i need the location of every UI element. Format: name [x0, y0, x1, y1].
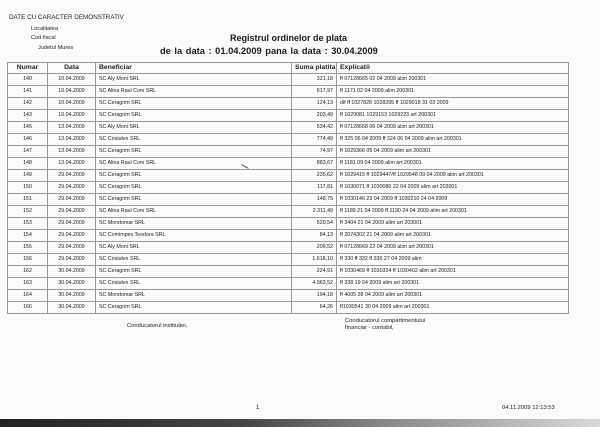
- localitatea-label: Localitatea: [31, 26, 59, 32]
- demo-notice: DATE CU CARACTER DEMONSTRATIV: [9, 14, 124, 21]
- cell-data: 30.04.2009: [48, 302, 96, 314]
- cell-data: 10.04.2009: [48, 74, 96, 86]
- table-row: [8, 110, 569, 122]
- cell-beneficiar: SC Ceragrim SRL: [96, 98, 292, 110]
- table-row: [8, 170, 569, 182]
- cell-suma: 124,13: [292, 98, 337, 110]
- cell-data: 29.04.2009: [48, 242, 96, 254]
- cell-data: 29.04.2009: [48, 194, 96, 206]
- cell-explicatii: ff1030541 30 04 2009 alim art 200301: [337, 302, 569, 314]
- cell-explicatii: ff 1029081 1029153 1029223 art 200301: [337, 110, 569, 122]
- cell-explicatii: ff 07128668 06 04 2009 alim art 200301: [337, 122, 569, 134]
- cell-suma: 321,18: [292, 74, 337, 86]
- cell-data: 29.04.2009: [48, 170, 96, 182]
- cell-data: 29.04.2009: [48, 230, 96, 242]
- cell-explicatii: ff 07128665 02 04 2009 alim 200301: [337, 74, 569, 86]
- cell-data: 10.04.2009: [48, 86, 96, 98]
- cell-data: 30.04.2009: [48, 278, 96, 290]
- cell-data: 10.04.2009: [48, 110, 96, 122]
- cell-numar: 149: [8, 170, 48, 182]
- cell-suma: 4.963,52: [292, 278, 337, 290]
- cell-numar: 163: [8, 278, 48, 290]
- cell-explicatii: ff 325 06 04 2009 ff 324 06 04 2009 alim art 200301: [337, 134, 569, 146]
- cell-suma: 194,18: [292, 290, 337, 302]
- cell-explicatii: ff 1030469 ff 1030324 ff 1030402 alim art 200301: [337, 266, 569, 278]
- cell-beneficiar: SC Alina Raul Com SRL: [96, 206, 292, 218]
- cell-beneficiar: SC Ceragrim SRL: [96, 302, 292, 314]
- scan-edge-shadow: [0, 419, 600, 427]
- cell-suma: 774,49: [292, 134, 337, 146]
- cell-suma: 148,75: [292, 194, 337, 206]
- cell-beneficiar: SC Ceragrim SRL: [96, 170, 292, 182]
- cell-numar: 145: [8, 122, 48, 134]
- cell-suma: 84,13: [292, 230, 337, 242]
- cell-beneficiar: SC Mondomar SRL: [96, 290, 292, 302]
- cell-numar: 162: [8, 266, 48, 278]
- cell-suma: 64,26: [292, 302, 337, 314]
- table-row: [8, 134, 569, 146]
- cell-data: 30.04.2009: [48, 290, 96, 302]
- table-row: [8, 98, 569, 110]
- date-range: de la data : 01.04.2009 pana la data : 30.04.2009: [160, 46, 378, 56]
- cell-beneficiar: SC Cristalex SRL: [96, 134, 292, 146]
- column-header-data: Data: [48, 63, 96, 74]
- cell-suma: 520,54: [292, 218, 337, 230]
- cell-numar: 146: [8, 134, 48, 146]
- cell-explicatii: dif ff 1027828 1028395 ff 1029018 31 03 2009: [337, 98, 569, 110]
- cell-explicatii: ff 338 19 04 2009 alim art 200301: [337, 278, 569, 290]
- cell-explicatii: ff 1030146 23 04 2009 ff 1030210 24 04 2009: [337, 194, 569, 206]
- cell-data: 13.04.2009: [48, 134, 96, 146]
- cell-beneficiar: SC Cristalex SRL: [96, 278, 292, 290]
- cell-beneficiar: SC Comimpex Teodora SRL: [96, 230, 292, 242]
- table-row: [8, 158, 569, 170]
- judetul-label: Judetul Mures: [38, 45, 74, 51]
- cell-beneficiar: SC Aly Moni SRL: [96, 122, 292, 134]
- cell-beneficiar: SC Ceragrim SRL: [96, 146, 292, 158]
- cell-beneficiar: SC Ceragrim SRL: [96, 110, 292, 122]
- cell-data: 30.04.2009: [48, 266, 96, 278]
- cell-numar: 166: [8, 302, 48, 314]
- table-row: [8, 74, 569, 86]
- cell-numar: 141: [8, 86, 48, 98]
- cell-suma: 235,62: [292, 170, 337, 182]
- column-header-explicatii: Explicatii: [337, 63, 569, 74]
- cell-explicatii: ff 07128669 22 04 2009 alim art 200301: [337, 242, 569, 254]
- cell-beneficiar: SC Alina Raul Com SRL: [96, 86, 292, 98]
- cell-explicatii: ff 1171 02 04 2009 alim 200301: [337, 86, 569, 98]
- cell-suma: 534,42: [292, 122, 337, 134]
- cell-beneficiar: SC Aly Moni SRL: [96, 74, 292, 86]
- cell-numar: 140: [8, 74, 48, 86]
- cell-suma: 117,81: [292, 182, 337, 194]
- cell-explicatii: ff 1030071 ff 1030080 22 04 2009 alim art 203001: [337, 182, 569, 194]
- cell-explicatii: ff 4005 28 04 2009 alim art 200301: [337, 290, 569, 302]
- cell-data: 13.04.2009: [48, 122, 96, 134]
- column-header-suma: Suma platita: [292, 63, 337, 74]
- page-title: Registrul ordinelor de plata: [230, 33, 348, 43]
- cell-numar: 150: [8, 182, 48, 194]
- table-row: [8, 254, 569, 266]
- cell-beneficiar: SC Alina Raul Com SRL: [96, 158, 292, 170]
- cell-data: 29.04.2009: [48, 206, 96, 218]
- cell-beneficiar: SC Ceragrim SRL: [96, 194, 292, 206]
- cell-suma: 1.618,10: [292, 254, 337, 266]
- cell-beneficiar: SC Ceragrim SRL: [96, 182, 292, 194]
- table-row: [8, 86, 569, 98]
- cell-beneficiar: SC Cristalex SRL: [96, 254, 292, 266]
- cell-beneficiar: SC Mondomar SRL: [96, 218, 292, 230]
- print-timestamp: 04.11.2009 12:13:53: [502, 405, 555, 411]
- cell-numar: 154: [8, 230, 48, 242]
- cell-suma: 74,97: [292, 146, 337, 158]
- cell-suma: 617,97: [292, 86, 337, 98]
- cell-beneficiar: SC Ceragrim SRL: [96, 266, 292, 278]
- cell-explicatii: ff 1029415 ff 1029447/ff 1029548 09 04 2009 alim art 200301: [337, 170, 569, 182]
- cell-suma: 224,91: [292, 266, 337, 278]
- table-row: [8, 266, 569, 278]
- cell-data: 13.04.2009: [48, 146, 96, 158]
- cell-numar: 156: [8, 254, 48, 266]
- table-row: [8, 122, 569, 134]
- table-row: [8, 182, 569, 194]
- cell-data: 29.04.2009: [48, 218, 96, 230]
- cell-explicatii: ff 2074302 21 04 2009 alim art 200301: [337, 230, 569, 242]
- payment-orders-table: [7, 62, 569, 314]
- cell-numar: 151: [8, 194, 48, 206]
- table-row: [8, 230, 569, 242]
- cell-numar: 152: [8, 206, 48, 218]
- table-row: [8, 146, 569, 158]
- table-row: [8, 290, 569, 302]
- table-row: [8, 206, 569, 218]
- signature-finance-head: [345, 318, 425, 332]
- cell-beneficiar: SC Aly Moni SRL: [96, 242, 292, 254]
- table-row: [8, 218, 569, 230]
- cell-explicatii: ff 1189 21 04 2009 ff 1190 24 04 2009 alim art 200301: [337, 206, 569, 218]
- cell-suma: 206,52: [292, 242, 337, 254]
- table-row: [8, 194, 569, 206]
- cell-explicatii: ff 1181 09 04 2009 alim art 200301: [337, 158, 569, 170]
- cell-numar: 147: [8, 146, 48, 158]
- cell-data: 13.04.2009: [48, 158, 96, 170]
- cell-numar: 155: [8, 242, 48, 254]
- column-header-beneficiar: Beneficiar: [96, 63, 292, 74]
- column-header-numar: Numar: [8, 63, 48, 74]
- table-row: [8, 242, 569, 254]
- cell-numar: 142: [8, 98, 48, 110]
- cell-suma: 203,49: [292, 110, 337, 122]
- cell-suma: 2.311,49: [292, 206, 337, 218]
- cell-explicatii: ff 330 ff 332 ff 336 27 04 2009 alim: [337, 254, 569, 266]
- cod-fiscal-label: Cod fiscal: [31, 35, 56, 41]
- table-row: [8, 302, 569, 314]
- cell-data: 29.04.2009: [48, 182, 96, 194]
- table-row: [8, 278, 569, 290]
- page-number: 1: [256, 405, 260, 411]
- cell-data: 29.04.2009: [48, 254, 96, 266]
- cell-data: 10.04.2009: [48, 98, 96, 110]
- table-header-row: [8, 63, 569, 74]
- cell-numar: 153: [8, 218, 48, 230]
- cell-explicatii: ff 3404 21 04 2009 alim art 203001: [337, 218, 569, 230]
- cell-numar: 143: [8, 110, 48, 122]
- signature-finance-line1: Conducatorul compartimentului: [345, 318, 426, 324]
- signature-institution-head: Conducatorul institutiei,: [127, 323, 188, 329]
- cell-numar: 148: [8, 158, 48, 170]
- cell-numar: 164: [8, 290, 48, 302]
- cell-explicatii: ff 1029366 05 04 2009 alim art 200301: [337, 146, 569, 158]
- cell-suma: 883,67: [292, 158, 337, 170]
- signature-finance-line2: financiar - contabil,: [345, 325, 394, 331]
